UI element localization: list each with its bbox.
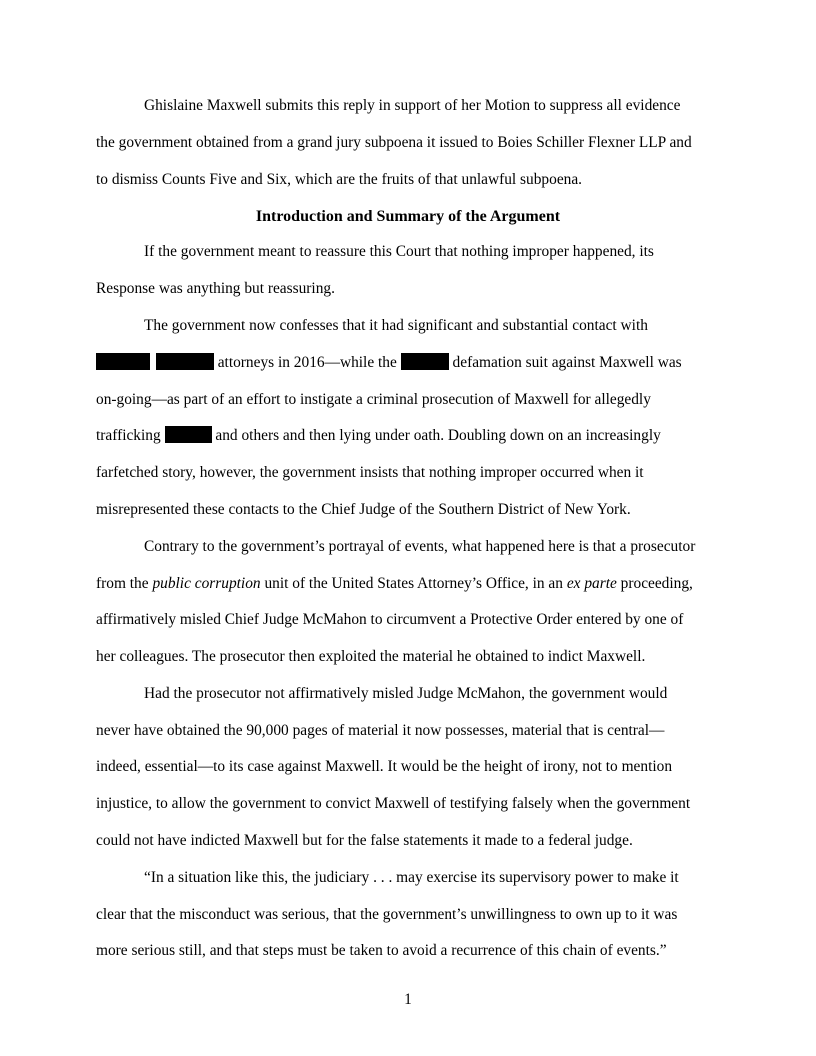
paragraph-line: Contrary to the government’s portrayal of events, what happened here is that a prosecutor — [144, 538, 696, 555]
text-span: proceeding, — [620, 575, 693, 592]
paragraph-line: could not have indicted Maxwell but for the false statements it made to a federal judge. — [96, 832, 633, 849]
paragraph-line: Ghislaine Maxwell submits this reply in support of her Motion to suppress all evidence — [144, 97, 681, 114]
paragraph-line: Response was anything but reassuring. — [96, 280, 335, 297]
redaction-box — [96, 353, 150, 370]
text-span: from the — [96, 575, 149, 592]
italic-text: ex parte — [566, 575, 617, 592]
text-span: defamation suit against Maxwell was — [452, 354, 682, 371]
paragraph-line: misrepresented these contacts to the Chief Judge of the Southern District of New York. — [96, 501, 631, 518]
paragraph-line: “In a situation like this, the judiciary . . . may exercise its supervisory power to make it — [144, 869, 679, 886]
paragraph-line: The government now confesses that it had significant and substantial contact with — [144, 317, 648, 334]
paragraph-line: affirmatively misled Chief Judge McMahon to circumvent a Protective Order entered by one of — [96, 611, 684, 628]
text-span: trafficking — [96, 427, 161, 444]
text-span: unit of the United States Attorney’s Office, in an — [264, 575, 563, 592]
text-span: attorneys in 2016—while the — [217, 354, 397, 371]
redaction-box — [156, 353, 214, 370]
paragraph-line — [96, 353, 682, 373]
paragraph-line: farfetched story, however, the government insists that nothing improper occurred when it — [96, 464, 644, 481]
paragraph-line — [96, 426, 661, 446]
paragraph-line: indeed, essential—to its case against Maxwell. It would be the height of irony, not to mention — [96, 758, 673, 775]
paragraph-line: more serious still, and that steps must be taken to avoid a recurrence of this chain of events.” — [96, 942, 667, 959]
redaction-box — [401, 353, 449, 370]
paragraph-line: to dismiss Counts Five and Six, which are the fruits of that unlawful subpoena. — [96, 171, 583, 188]
paragraph-line: the government obtained from a grand jury subpoena it issued to Boies Schiller Flexner LLP and — [96, 134, 692, 151]
italic-text: public corruption — [152, 575, 261, 592]
redaction-box — [165, 426, 212, 443]
paragraph-line: injustice, to allow the government to convict Maxwell of testifying falsely when the government — [96, 795, 691, 812]
paragraph-line: never have obtained the 90,000 pages of material it now possesses, material that is central— — [96, 722, 665, 739]
paragraph-line: clear that the misconduct was serious, that the government’s unwillingness to own up to it was — [96, 906, 678, 923]
paragraph-line: Had the prosecutor not affirmatively misled Judge McMahon, the government would — [144, 685, 668, 702]
paragraph-line: on-going—as part of an effort to instigate a criminal prosecution of Maxwell for allegedly — [96, 391, 651, 408]
paragraph-line — [96, 574, 693, 594]
paragraph-line: If the government meant to reassure this Court that nothing improper happened, its — [144, 243, 654, 260]
text-span: and others and then lying under oath. Doubling down on an increasingly — [215, 427, 661, 444]
section-heading: Introduction and Summary of the Argument — [255, 208, 561, 225]
paragraph-line: her colleagues. The prosecutor then exploited the material he obtained to indict Maxwell. — [96, 648, 646, 665]
page-number: 1 — [404, 991, 412, 1008]
